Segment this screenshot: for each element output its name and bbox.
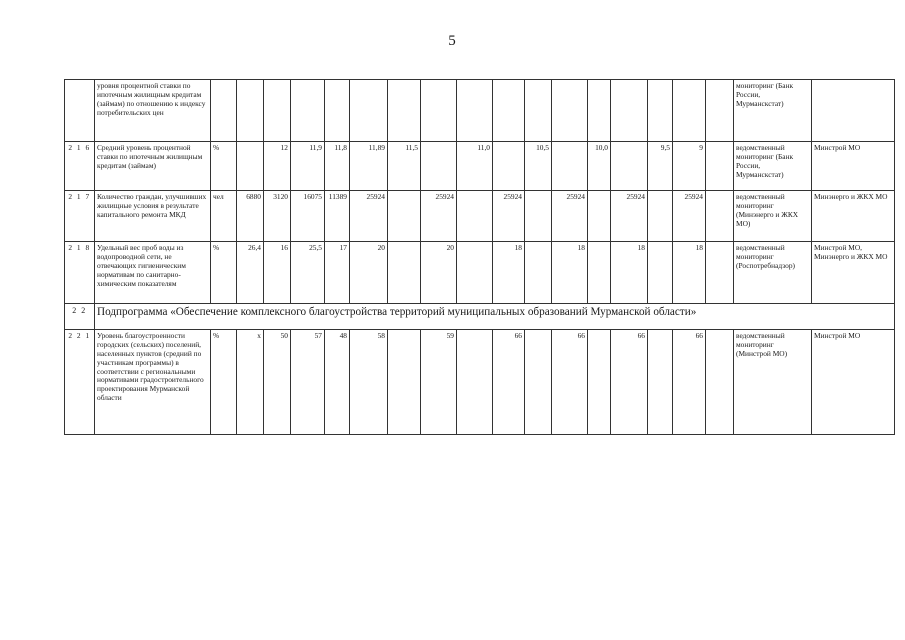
- value-cell: 10,0: [588, 142, 611, 191]
- value-cell: 25924: [552, 191, 588, 242]
- table-row: [65, 142, 895, 191]
- responsible-cell: Минстрой МО: [812, 330, 895, 435]
- value-cell: 16075: [291, 191, 325, 242]
- value-cell: 11,9: [291, 142, 325, 191]
- responsible-cell: Минстрой МО, Минэнерго и ЖКХ МО: [812, 242, 895, 304]
- value-cell: 11389: [325, 191, 350, 242]
- unit-cell: чел: [211, 191, 237, 242]
- value-cell: 17: [325, 242, 350, 304]
- value-cell: 50: [264, 330, 291, 435]
- indicator-name-cell: Удельный вес проб воды из водопроводной сети, не отвечающих гигиеническим нормативам по санитарно-химическим показателям: [95, 242, 211, 304]
- indicator-name-cell: Средний уровень процентной ставки по ипотечным жилищным кредитам (займам): [95, 142, 211, 191]
- responsible-cell: [812, 80, 895, 142]
- value-cell: 58: [350, 330, 388, 435]
- table-row: [65, 191, 895, 242]
- source-cell: ведомственный мониторинг (Минэнерго и ЖКХ МО): [734, 191, 812, 242]
- subprogram-code: 2 2: [65, 304, 95, 330]
- value-cell: 66: [493, 330, 525, 435]
- value-cell: 59: [421, 330, 457, 435]
- value-cell: 20: [350, 242, 388, 304]
- value-cell: 25924: [421, 191, 457, 242]
- value-cell: 25924: [493, 191, 525, 242]
- table-row: [65, 330, 895, 435]
- responsible-cell: Минстрой МО: [812, 142, 895, 191]
- value-cell: 66: [673, 330, 706, 435]
- value-cell: 18: [493, 242, 525, 304]
- value-cell: 11,89: [350, 142, 388, 191]
- value-cell: 3120: [264, 191, 291, 242]
- indicator-name-cell: Количество граждан, улучшивших жилищные условия в результате капитального ремонта МКД: [95, 191, 211, 242]
- value-cell: 18: [552, 242, 588, 304]
- code-cell: 2 1 7: [65, 191, 95, 242]
- responsible-cell: Минэнерго и ЖКХ МО: [812, 191, 895, 242]
- value-cell: 9: [673, 142, 706, 191]
- value-cell: 12: [264, 142, 291, 191]
- value-cell: 25924: [611, 191, 648, 242]
- unit-cell: %: [211, 142, 237, 191]
- value-cell: 26,4: [237, 242, 264, 304]
- value-cell: 66: [552, 330, 588, 435]
- value-cell: 18: [673, 242, 706, 304]
- source-cell: ведомственный мониторинг (Минстрой МО): [734, 330, 812, 435]
- value-cell: 25924: [350, 191, 388, 242]
- value-cell: 57: [291, 330, 325, 435]
- unit-cell: %: [211, 330, 237, 435]
- value-cell: 9,5: [648, 142, 673, 191]
- value-cell: 11,8: [325, 142, 350, 191]
- value-cell: 10,5: [525, 142, 552, 191]
- source-cell: ведомственный мониторинг (Роспотребнадзор): [734, 242, 812, 304]
- code-cell: [65, 80, 95, 142]
- value-cell: 25924: [673, 191, 706, 242]
- code-cell: 2 1 6: [65, 142, 95, 191]
- value-cell: 6880: [237, 191, 264, 242]
- value-cell: х: [237, 330, 264, 435]
- table-row: [65, 242, 895, 304]
- code-cell: 2 2 1: [65, 330, 95, 435]
- source-cell: мониторинг (Банк России, Мурманскстат): [734, 80, 812, 142]
- value-cell: 20: [421, 242, 457, 304]
- unit-cell: %: [211, 242, 237, 304]
- value-cell: 11,0: [457, 142, 493, 191]
- value-cell: 48: [325, 330, 350, 435]
- indicators-table: [64, 79, 895, 435]
- value-cell: 11,5: [388, 142, 421, 191]
- page-number: 5: [448, 33, 456, 49]
- indicator-name-cell: Уровень благоустроенности городских (сельских) поселений, населенных пунктов (средний по участникам программы) в соответствии с региональными нормативами градостроительного проектирования Мурманской области: [95, 330, 211, 435]
- subprogram-row: [65, 304, 895, 330]
- value-cell: 16: [264, 242, 291, 304]
- value-cell: 25,5: [291, 242, 325, 304]
- indicator-name-cell: уровня процентной ставки по ипотечным жилищным кредитам (займам) по отношению к индексу потребительских цен: [95, 80, 211, 142]
- value-cell: 66: [611, 330, 648, 435]
- table-row: [65, 80, 895, 142]
- source-cell: ведомственный мониторинг (Банк России, Мурманскстат): [734, 142, 812, 191]
- code-cell: 2 1 8: [65, 242, 95, 304]
- subprogram-title: Подпрограмма «Обеспечение комплексного благоустройства территорий муниципальных образований Мурманской области»: [95, 304, 895, 330]
- value-cell: 18: [611, 242, 648, 304]
